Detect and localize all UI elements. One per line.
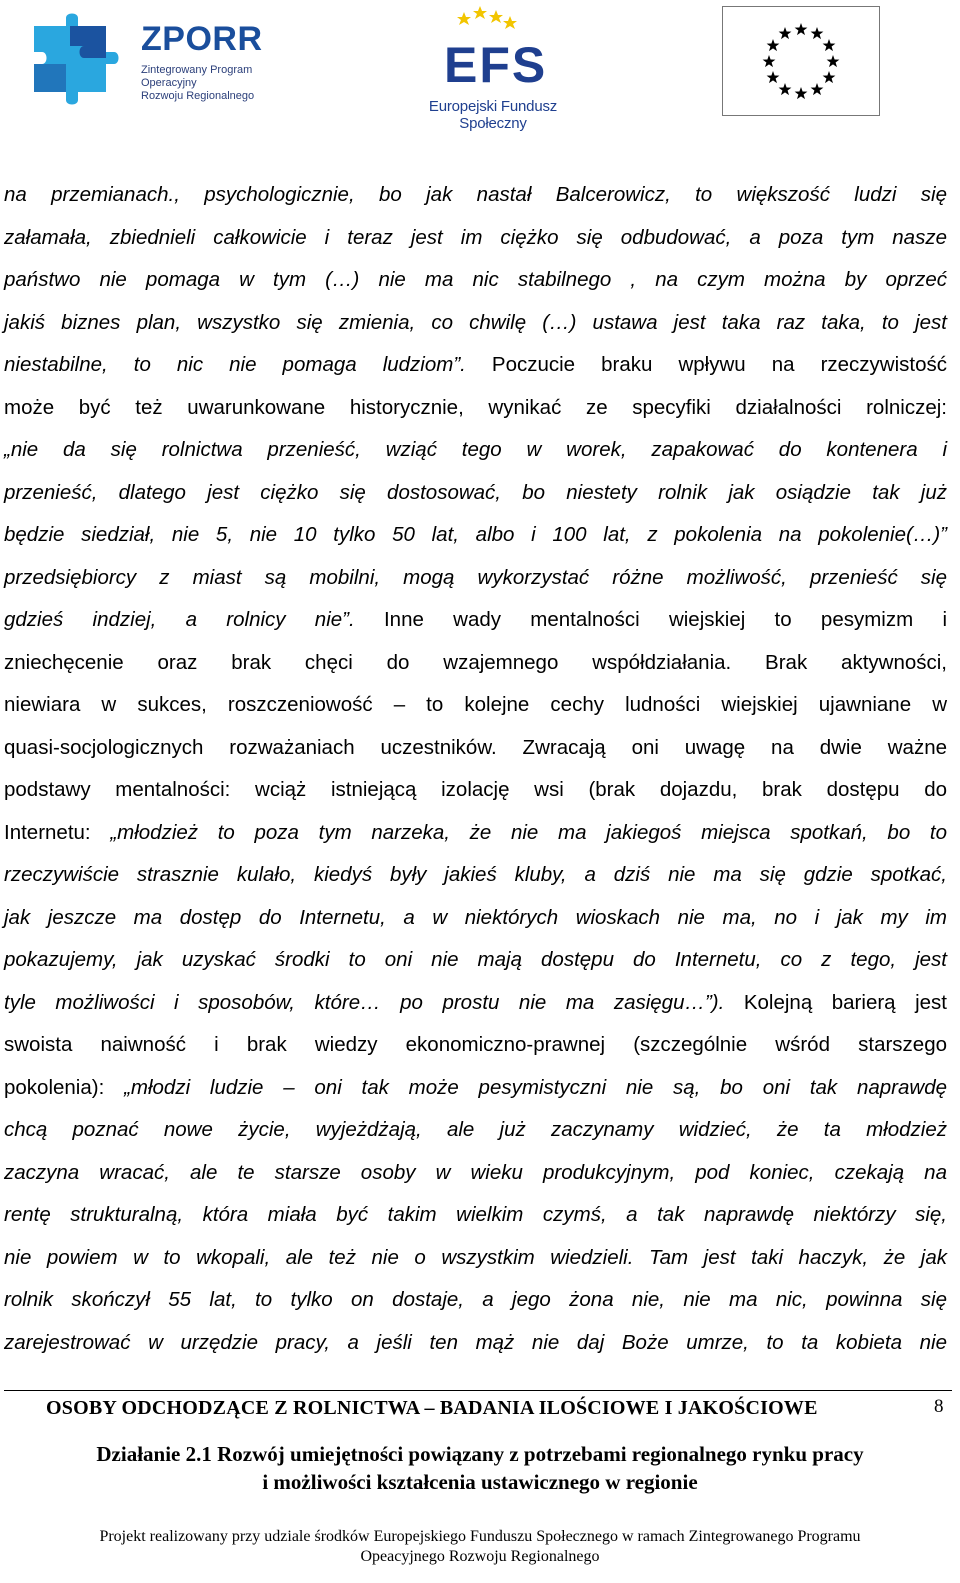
quote-text: jak jeszcze ma dostęp do Internetu, a w niektórych wioskach nie ma, no i jak my im xyxy=(4,905,947,929)
text-line xyxy=(4,472,947,515)
running-title: OSOBY ODCHODZĄCE Z ROLNICTWA – BADANIA ILOŚCIOWE I JAKOŚCIOWE xyxy=(46,1397,818,1419)
text-line xyxy=(4,514,947,557)
text-line xyxy=(4,1109,947,1152)
text-line xyxy=(4,1152,947,1195)
quote-text: rentę strukturalną, która miała być takim wielkim czymś, a tak naprawdę niektórzy się, xyxy=(4,1203,947,1226)
quote-text: „młodzi ludzie – oni tak może pesymistyczni nie są, bo oni tak naprawdę xyxy=(124,1075,947,1099)
text-line xyxy=(4,429,947,472)
quote-text: państwo nie pomaga w tym (…) nie ma nic stabilnego , na czym można by oprzeć xyxy=(4,268,947,291)
body-text-segment: niewiara w sukces, roszczeniowość – to kolejne cechy ludności wiejskiej ujawniane w xyxy=(4,693,947,716)
efs-logo xyxy=(398,4,588,132)
text-line xyxy=(4,939,947,982)
body-text-segment: może być też uwarunkowane historycznie, wynikać ze specyfiki działalności rolniczej: xyxy=(4,395,947,419)
body-text-segment: Poczucie braku wpływu na rzeczywistość xyxy=(465,353,948,376)
text-line xyxy=(4,1024,947,1067)
quote-text: „młodzież to poza tym narzeka, że nie ma jakiegoś miejsca spotkań, bo to xyxy=(110,820,948,844)
zporr-title: ZPORR xyxy=(141,20,263,58)
text-line xyxy=(4,727,947,770)
body-text-segment: quasi-socjologicznych rozważaniach uczestników. Zwracają oni uwagę na dwie ważne xyxy=(4,735,947,759)
body-text-segment: Kolejną barierą jest xyxy=(724,990,947,1014)
text-line xyxy=(4,854,947,897)
text-line xyxy=(4,344,947,387)
text-line xyxy=(4,684,947,727)
text-line xyxy=(4,1322,947,1365)
eu-flag xyxy=(722,6,880,116)
text-line xyxy=(4,302,947,345)
text-line xyxy=(4,642,947,685)
eu-flag-icon xyxy=(723,7,878,114)
quote-text: nie powiem w to wkopali, ale też nie o wszystkim wiedzieli. Tam jest taki haczyk, że jak xyxy=(4,1245,947,1269)
quote-text: na przemianach., psychologicznie, bo jak nastał Balcerowicz, to większość ludzi się xyxy=(4,183,947,206)
quote-text: pokazujemy, jak uzyskać środki to oni nie mają dostępu do Internetu, co z tego, jest xyxy=(4,948,947,971)
body-text-segment: swoista naiwność i brak wiedzy ekonomiczno-prawnej (szczególnie wśród starszego xyxy=(4,1033,947,1056)
text-line xyxy=(4,769,947,812)
text-line xyxy=(4,174,947,217)
text-line xyxy=(4,1279,947,1322)
text-line xyxy=(4,812,947,855)
text-line xyxy=(4,1067,947,1110)
zporr-logo xyxy=(26,12,266,108)
text-line xyxy=(4,982,947,1025)
project-note: Projekt realizowany przy udziale środków Europejskiego Funduszu Społecznego w ramach Zintegrowanego Programu Opeacyjnego Rozwoju Regionalnego xyxy=(99,1528,861,1565)
quote-text: będzie siedział, nie 5, nie 10 tylko 50 lat, albo i 100 lat, z pokolenia na pokolenie(…)” xyxy=(4,523,947,546)
text-line xyxy=(4,897,947,940)
page-number: 8 xyxy=(934,1396,944,1417)
body-text-segment: Internetu: xyxy=(4,820,111,844)
quote-text: przedsiębiorcy z miast są mobilni, mogą wykorzystać różne możliwość, przenieść się xyxy=(4,565,947,589)
quote-text: gdzieś indziej, a rolnicy nie”. xyxy=(4,608,355,631)
document-body xyxy=(4,174,947,1364)
quote-text: chcą poznać nowe życie, wyjeżdżają, ale już zaczynamy widzieć, że ta młodzież xyxy=(4,1118,947,1141)
text-line xyxy=(4,1194,947,1237)
text-line xyxy=(4,217,947,260)
quote-text: jakiś biznes plan, wszystko się zmienia, co chwilę (…) ustawa jest taka raz taka, to jest xyxy=(4,310,947,334)
quote-text: zaczyna wracać, ale te starsze osoby w wieku produkcyjnym, pod koniec, czekają na xyxy=(4,1160,947,1184)
quote-text: tyle możliwości i sposobów, które… po prostu nie ma zasięgu…”). xyxy=(4,990,725,1014)
puzzle-icon xyxy=(26,12,126,108)
body-text-segment: zniechęcenie oraz brak chęci do wzajemnego współdziałania. Brak aktywności, xyxy=(4,650,947,674)
quote-text: „nie da się rolnictwa przenieść, wziąć tego w worek, zapakować do kontenera i xyxy=(4,438,947,461)
quote-text: zarejestrować w urzędzie pracy, a jeśli ten mąż nie daj Boże umrze, to ta kobieta nie xyxy=(4,1330,947,1354)
body-text-segment: pokolenia): xyxy=(4,1075,125,1099)
footer-divider xyxy=(4,1390,952,1391)
text-line xyxy=(4,259,947,302)
action-title: Działanie 2.1 Rozwój umiejętności powiązany z potrzebami regionalnego rynku pracy i możliwości kształcenia ustawicznego w regionie xyxy=(96,1442,864,1494)
quote-text: załamała, zbiednieli całkowicie i teraz jest im ciężko się odbudować, a poza tym nasze xyxy=(4,225,947,249)
efs-caption: Europejski Fundusz Społeczny xyxy=(428,98,558,132)
quote-text: rzeczywiście strasznie kulało, kiedyś były jakieś kluby, a dziś nie ma się gdzie spotkać, xyxy=(4,863,947,886)
efs-stars-icon xyxy=(398,4,588,100)
quote-text: przenieść, dlatego jest ciężko się dostosować, bo niestety rolnik jak osiądzie tak już xyxy=(4,480,947,504)
quote-text: rolnik skończył 55 lat, to tylko on dostaje, a jego żona nie, nie ma nic, powinna się xyxy=(4,1288,947,1311)
body-text-segment: Inne wady mentalności wiejskiej to pesymizm i xyxy=(354,608,948,631)
text-line xyxy=(4,599,947,642)
text-line xyxy=(4,557,947,600)
quote-text: niestabilne, to nic nie pomaga ludziom”. xyxy=(4,353,466,376)
body-text-segment: podstawy mentalności: wciąż istniejącą izolację wsi (brak dojazdu, brak dostępu do xyxy=(4,778,947,801)
zporr-subtitle: Zintegrowany Program Operacyjny Rozwoju Regionalnego xyxy=(141,64,255,102)
text-line xyxy=(4,387,947,430)
text-line xyxy=(4,1237,947,1280)
svg-text:EFS: EFS xyxy=(444,37,548,93)
